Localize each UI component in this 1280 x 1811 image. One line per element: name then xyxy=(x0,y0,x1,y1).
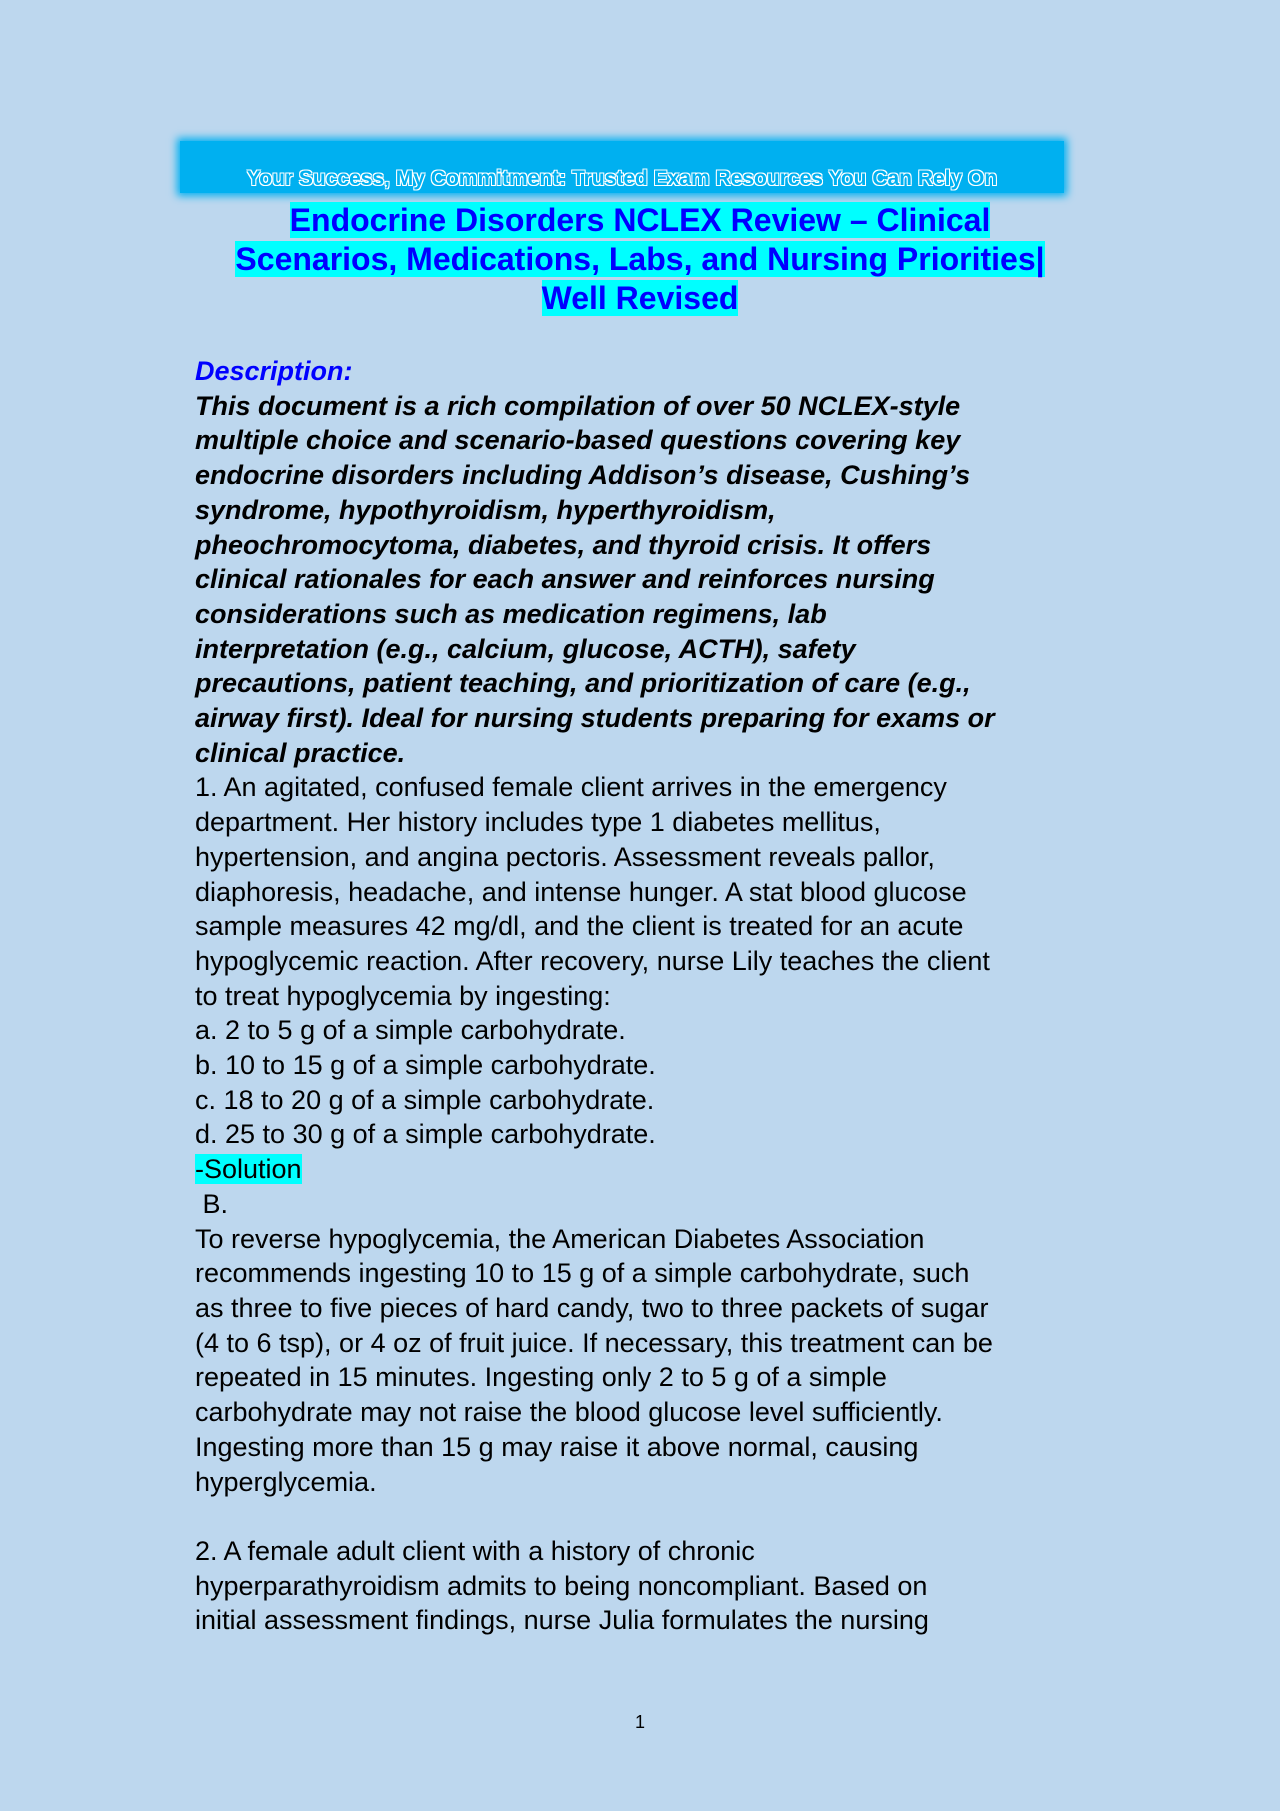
spacer xyxy=(195,1499,1095,1534)
question-stem-line: hypoglycemic reaction. After recovery, nurse Lily teaches the client xyxy=(195,945,990,976)
description-line: precautions, patient teaching, and prioritization of care (e.g., xyxy=(195,668,971,699)
rationale-line: as three to five pieces of hard candy, two to three packets of sugar xyxy=(195,1292,989,1323)
description-line: This document is a rich compilation of over 50 NCLEX-style xyxy=(195,390,961,421)
solution-label: -Solution xyxy=(195,1154,302,1185)
page-number: 1 xyxy=(634,1712,645,1732)
title-line-1: Endocrine Disorders NCLEX Review – Clinical xyxy=(289,202,991,238)
description-line: airway first). Ideal for nursing students preparing for exams or xyxy=(195,703,995,734)
rationale-line: hyperglycemia. xyxy=(195,1466,377,1497)
question-stem-line: initial assessment findings, nurse Julia formulates the nursing xyxy=(195,1605,929,1636)
document-title xyxy=(140,201,1140,318)
description-line: pheochromocytoma, diabetes, and thyroid crisis. It offers xyxy=(195,529,932,560)
rationale-line: To reverse hypoglycemia, the American Diabetes Association xyxy=(195,1223,925,1254)
rationale-line: repeated in 15 minutes. Ingesting only 2 to 5 g of a simple xyxy=(195,1362,887,1393)
answer-option-b: b. 10 to 15 g of a simple carbohydrate. xyxy=(195,1050,656,1081)
description-label: Description: xyxy=(195,356,353,386)
description-line: multiple choice and scenario-based questions covering key xyxy=(195,425,961,456)
rationale-line: (4 to 6 tsp), or 4 oz of fruit juice. If necessary, this treatment can be xyxy=(195,1327,993,1358)
description-line: clinical practice. xyxy=(195,737,406,768)
document-body xyxy=(195,354,1095,1638)
question-stem-line: 2. A female adult client with a history of chronic xyxy=(195,1535,755,1566)
description-line: considerations such as medication regimens, lab xyxy=(195,598,827,629)
question-2 xyxy=(195,1534,1095,1638)
rationale-line: Ingesting more than 15 g may raise it above normal, causing xyxy=(195,1431,919,1462)
title-line-2: Scenarios, Medications, Labs, and Nursing Priorities| xyxy=(235,241,1045,277)
question-stem-line: hyperparathyroidism admits to being noncompliant. Based on xyxy=(195,1570,928,1601)
title-line-3: Well Revised xyxy=(541,280,739,316)
question-stem-line: hypertension, and angina pectoris. Assessment reveals pallor, xyxy=(195,841,935,872)
banner-text: Your Success, My Commitment: Trusted Exam Resources You Can Rely On xyxy=(246,167,998,190)
description-text xyxy=(195,389,1095,771)
answer-option-a: a. 2 to 5 g of a simple carbohydrate. xyxy=(195,1015,626,1046)
description-line: syndrome, hypothyroidism, hyperthyroidism, xyxy=(195,494,776,525)
header-banner xyxy=(180,141,1064,193)
answer-option-c: c. 18 to 20 g of a simple carbohydrate. xyxy=(195,1084,655,1115)
question-stem-line: 1. An agitated, confused female client arrives in the emergency xyxy=(195,772,947,803)
rationale-line: carbohydrate may not raise the blood glucose level sufficiently. xyxy=(195,1397,943,1428)
question-stem-line: sample measures 42 mg/dl, and the client is treated for an acute xyxy=(195,911,964,942)
answer-option-d: d. 25 to 30 g of a simple carbohydrate. xyxy=(195,1119,656,1150)
description-line: clinical rationales for each answer and reinforces nursing xyxy=(195,564,935,595)
description-line: interpretation (e.g., calcium, glucose, ACTH), safety xyxy=(195,633,856,664)
question-stem-line: to treat hypoglycemia by ingesting: xyxy=(195,980,611,1011)
answer-key: B. xyxy=(195,1188,229,1219)
question-stem-line: diaphoresis, headache, and intense hunger. A stat blood glucose xyxy=(195,876,967,907)
question-stem-line: department. Her history includes type 1 diabetes mellitus, xyxy=(195,807,881,838)
description-line: endocrine disorders including Addison’s disease, Cushing’s xyxy=(195,460,971,491)
rationale-line: recommends ingesting 10 to 15 g of a simple carbohydrate, such xyxy=(195,1258,970,1289)
question-1 xyxy=(195,770,1095,1499)
